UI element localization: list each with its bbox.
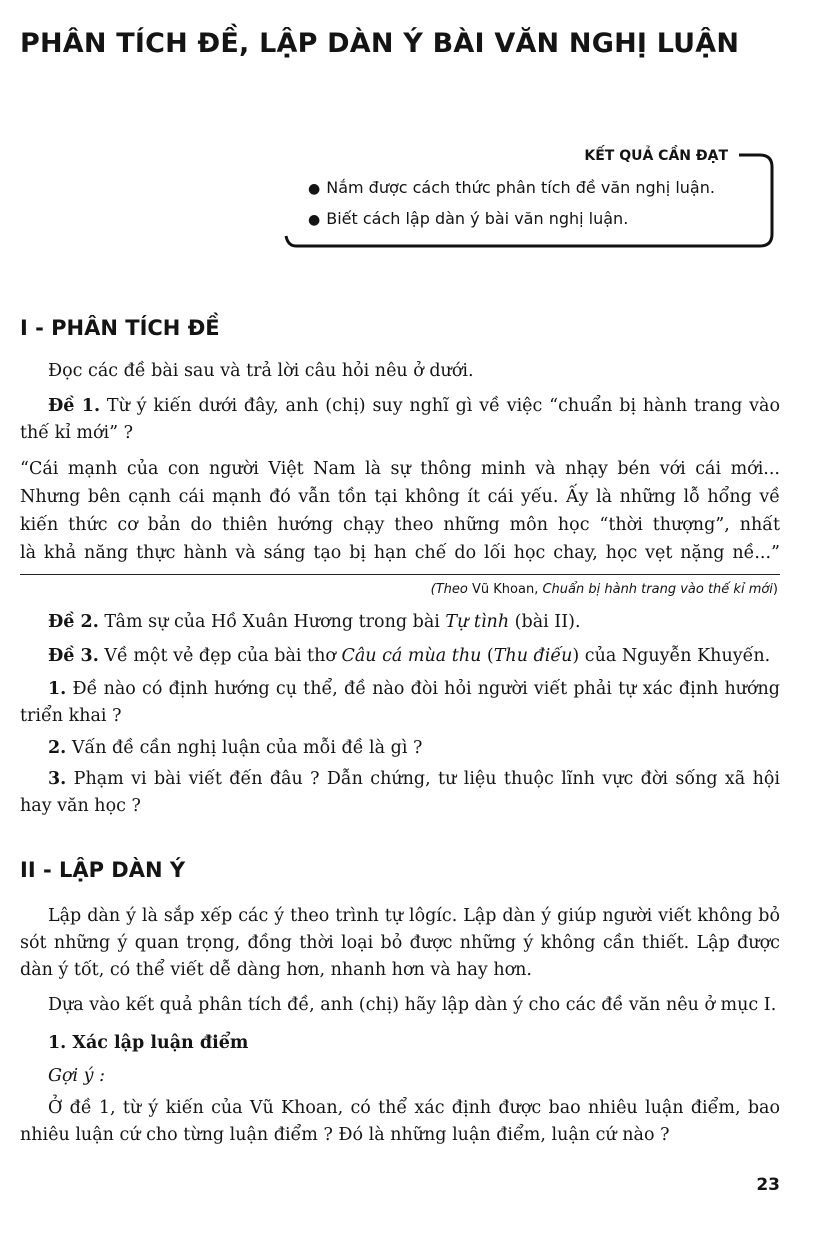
goals-heading: KẾT QUẢ CẦN ĐẠT xyxy=(578,148,734,164)
quote-line: là khả năng thực hành và sáng tạo bị hạn chế do lối học chay, học vẹt nặng nề...” xyxy=(20,543,780,563)
bullet-icon: ● xyxy=(308,212,321,228)
question-3: 3. Phạm vi bài viết đến đâu ? Dẫn chứng, tư liệu thuộc lĩnh vực đời sống xã hội hay văn học ? xyxy=(20,769,780,816)
goal-item: ● Biết cách lập dàn ý bài văn nghị luận. xyxy=(308,209,629,228)
divider xyxy=(20,574,780,575)
section-heading-analysis: I - PHÂN TÍCH ĐỀ xyxy=(20,316,220,340)
topic-2: Đề 2. Tâm sự của Hồ Xuân Hương trong bài Tự tình (bài II). xyxy=(48,612,581,632)
bullet-icon: ● xyxy=(308,181,321,197)
instruction-paragraph: Dựa vào kết quả phân tích đề, anh (chị) hãy lập dàn ý cho các đề văn nêu ở mục I. xyxy=(48,995,777,1015)
section-heading-outline: II - LẬP DÀN Ý xyxy=(20,858,186,882)
page-number: 23 xyxy=(756,1175,780,1195)
outline-paragraph: Lập dàn ý là sắp xếp các ý theo trình tự lôgíc. Lập dàn ý giúp người viết không bỏ sót những ý quan trọng, đồng thời loại bỏ được những ý không cần thiết. Lập được dàn ý tốt, có thể viết dễ dàng hơn, nhanh hơn và hay hơn. xyxy=(20,906,780,980)
topic-1: Đề 1. Từ ý kiến dưới đây, anh (chị) suy nghĩ gì về việc “chuẩn bị hành trang vào thế kỉ mới” ? xyxy=(20,396,780,443)
quote-line: “Cái mạnh của con người Việt Nam là sự thông minh và nhạy bén với cái mới... xyxy=(20,459,780,479)
question-2: 2. Vấn đề cần nghị luận của mỗi đề là gì ? xyxy=(48,738,423,758)
quote-line: kiến thức cơ bản do thiên hướng chạy theo những môn học “thời thượng”, nhất xyxy=(20,515,780,535)
intro-text: Đọc các đề bài sau và trả lời câu hỏi nêu ở dưới. xyxy=(48,361,474,381)
learning-goals-box xyxy=(284,148,774,252)
goal-item: ● Nắm được cách thức phân tích đề văn nghị luận. xyxy=(308,178,715,197)
quote-source: (Theo Vũ Khoan, Chuẩn bị hành trang vào thế kỉ mới) xyxy=(430,582,778,597)
hint-paragraph: Ở đề 1, từ ý kiến của Vũ Khoan, có thể xác định được bao nhiêu luận điểm, bao nhiêu luận cứ cho từng luận điểm ? Đó là những luận điểm, luận cứ nào ? xyxy=(20,1098,780,1145)
page-title: PHÂN TÍCH ĐỀ, LẬP DÀN Ý BÀI VĂN NGHỊ LUẬN xyxy=(20,28,740,59)
hint-label: Gợi ý : xyxy=(48,1066,106,1086)
question-1: 1. Đề nào có định hướng cụ thể, đề nào đòi hỏi người viết phải tự xác định hướng triển khai ? xyxy=(20,679,780,726)
topic-3: Đề 3. Về một vẻ đẹp của bài thơ Câu cá mùa thu (Thu điếu) của Nguyễn Khuyến. xyxy=(48,646,771,666)
quote-line: Nhưng bên cạnh cái mạnh đó vẫn tồn tại không ít cái yếu. Ấy là những lỗ hổng về xyxy=(20,487,780,507)
subheading-thesis: 1. Xác lập luận điểm xyxy=(48,1033,249,1053)
